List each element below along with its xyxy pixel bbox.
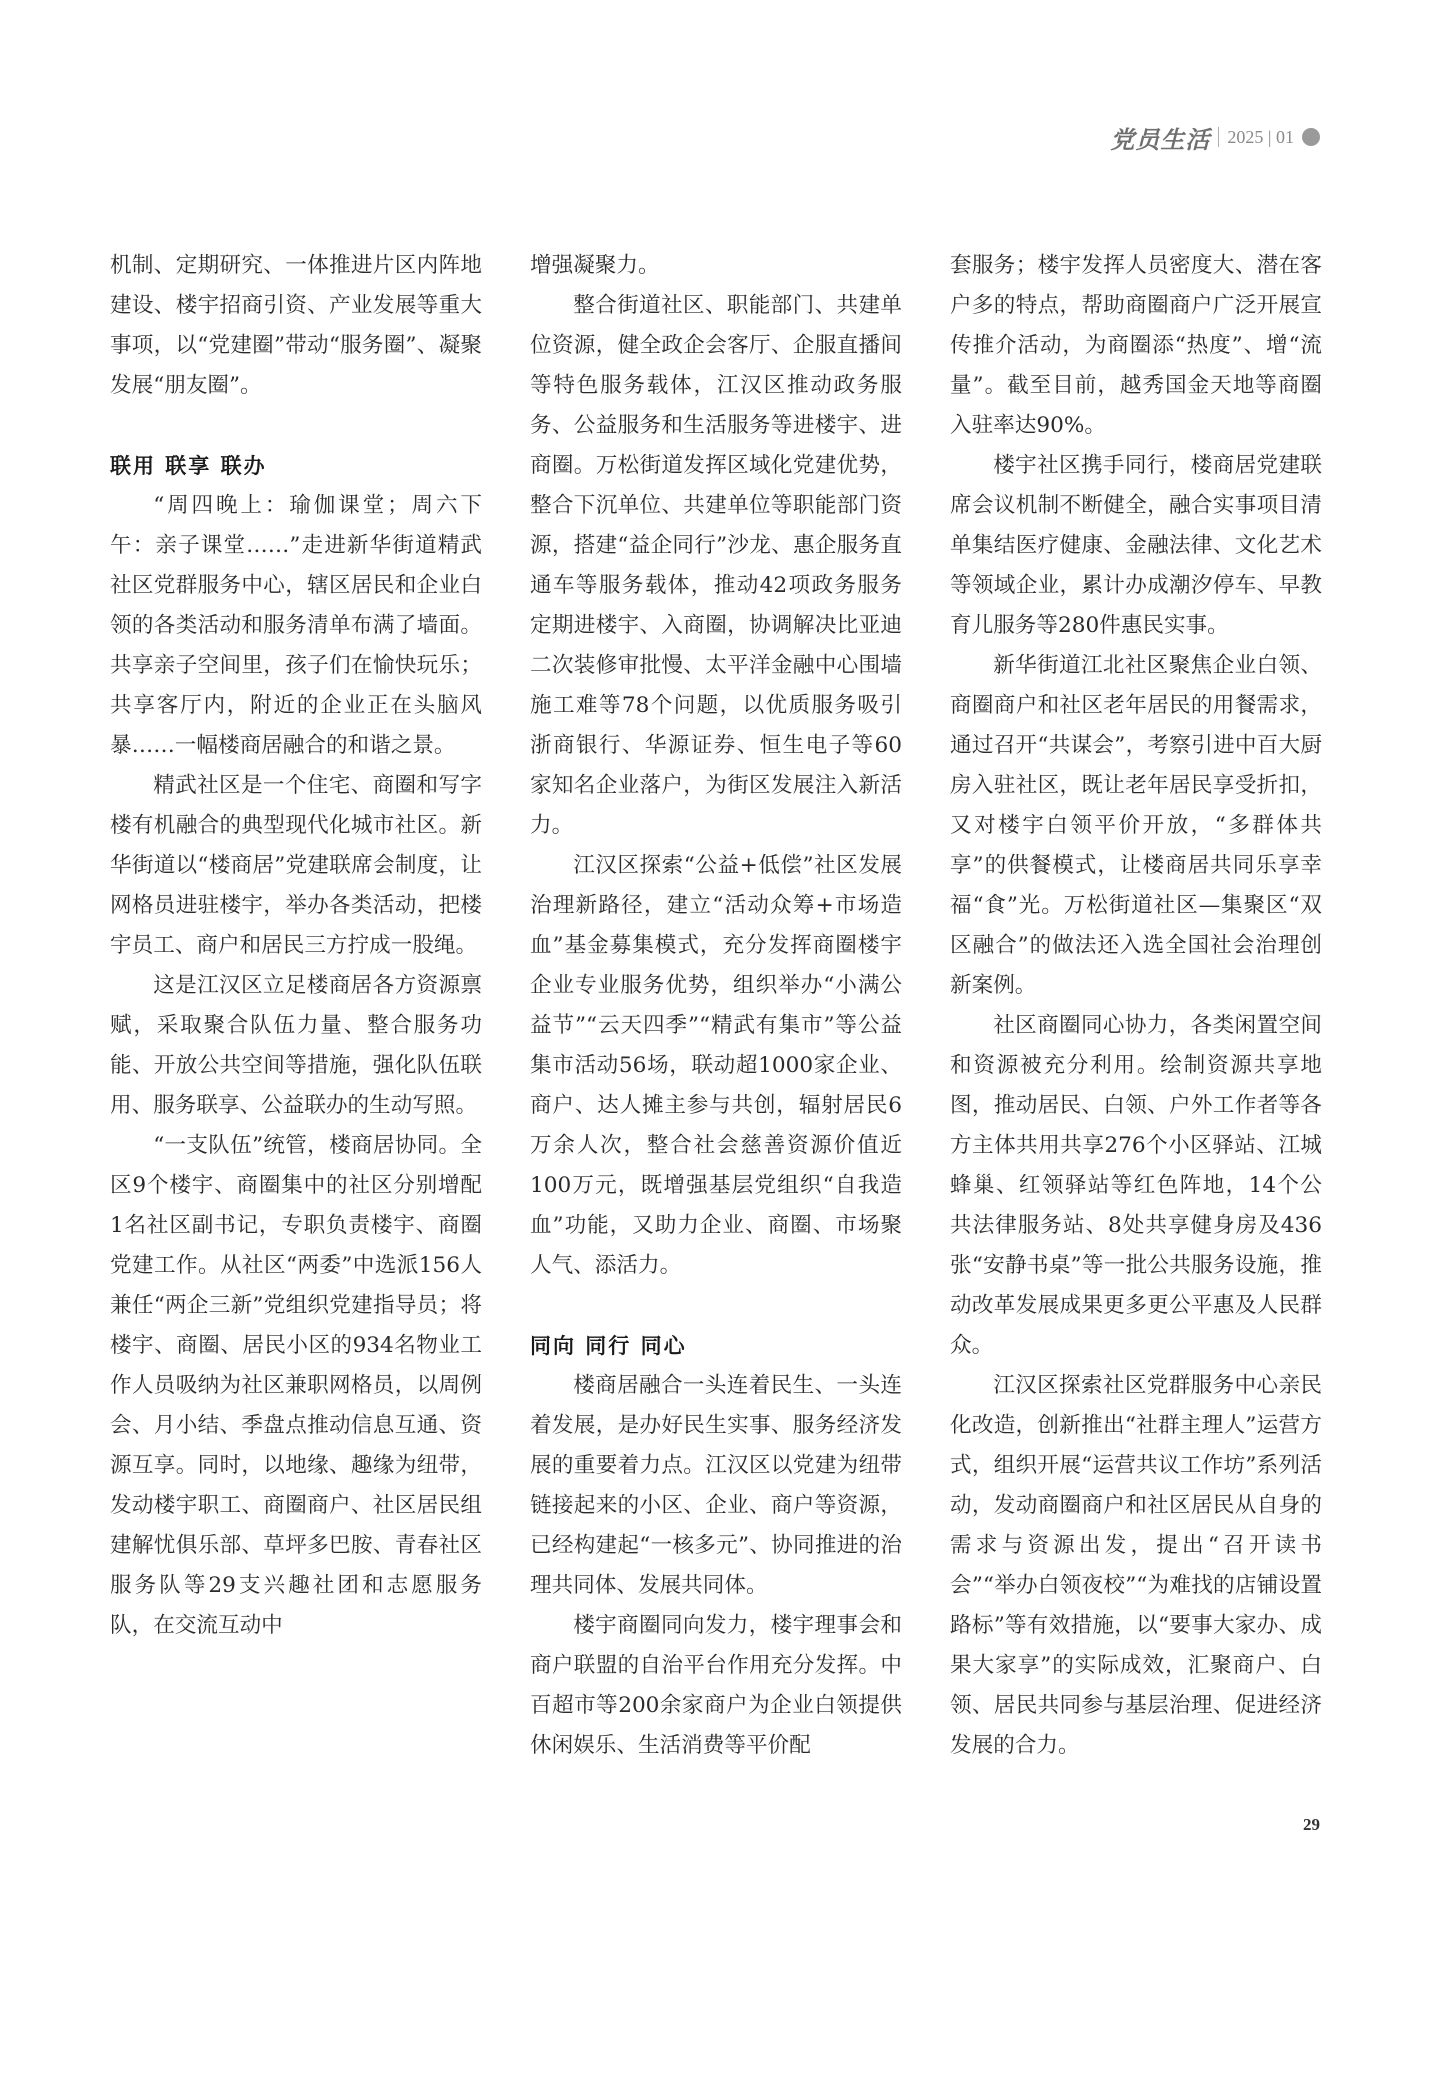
article-column-3 <box>950 246 1322 1766</box>
section-heading: 同向 同行 同心 <box>530 1334 687 1358</box>
paragraph: 套服务；楼宇发挥人员密度大、潜在客户多的特点，帮助商圈商户广泛开展宣传推介活动，为商圈添“热度”、增“流量”。截至目前，越秀国金天地等商圈入驻率达90%。 <box>950 253 1322 438</box>
issue-date: 2025 | 01 <box>1227 126 1294 147</box>
paragraph: 楼商居融合一头连着民生、一头连着发展，是办好民生实事、服务经济发展的重要着力点。江汉区以党建为纽带链接起来的小区、企业、商户等资源，已经构建起“一核多元”、协同推进的治理共同体、发展共同体。 <box>530 1373 902 1598</box>
paragraph: 机制、定期研究、一体推进片区内阵地建设、楼宇招商引资、产业发展等重大事项，以“党建圈”带动“服务圈”、凝聚发展“朋友圈”。 <box>110 253 482 398</box>
paragraph: 增强凝聚力。 <box>530 253 660 278</box>
magazine-logo: 党员生活 <box>1110 124 1211 154</box>
paragraph: 江汉区探索社区党群服务中心亲民化改造，创新推出“社群主理人”运营方式，组织开展“运营共议工作坊”系列活动，发动商圈商户和社区居民从自身的需求与资源出发，提出“召开读书会”“举办白领夜校”“为难找的店铺设置路标”等有效措施，以“要事大家办、成果大家享”的实际成效，汇聚商户、白领、居民共同参与基层治理、促进经济发展的合力。 <box>950 1373 1322 1758</box>
paragraph: 江汉区探索“公益+低偿”社区发展治理新路径，建立“活动众筹+市场造血”基金募集模式，充分发挥商圈楼宇企业专业服务优势，组织举办“小满公益节”“云天四季”“精武有集市”等公益集市活动56场，联动超1000家企业、商户、达人摊主参与共创，辐射居民6万余人次，整合社会慈善资源价值近100万元，既增强基层党组织“自我造血”功能，又助力企业、商圈、市场聚人气、添活力。 <box>530 853 902 1278</box>
paragraph: 新华街道江北社区聚焦企业白领、商圈商户和社区老年居民的用餐需求，通过召开“共谋会”，考察引进中百大厨房入驻社区，既让老年居民享受折扣，又对楼宇白领平价开放，“多群体共享”的供餐模式，让楼商居共同乐享幸福“食”光。万松街道社区—集聚区“双区融合”的做法还入选全国社会治理创新案例。 <box>950 653 1322 998</box>
paragraph: “周四晚上：瑜伽课堂；周六下午：亲子课堂……”走进新华街道精武社区党群服务中心，辖区居民和企业白领的各类活动和服务清单布满了墙面。共享亲子空间里，孩子们在愉快玩乐；共享客厅内，附近的企业正在头脑风暴……一幅楼商居融合的和谐之景。 <box>110 493 482 758</box>
paragraph: 整合街道社区、职能部门、共建单位资源，健全政企会客厅、企服直播间等特色服务载体，江汉区推动政务服务、公益服务和生活服务等进楼宇、进商圈。万松街道发挥区域化党建优势，整合下沉单位、共建单位等职能部门资源，搭建“益企同行”沙龙、惠企服务直通车等服务载体，推动42项政务服务定期进楼宇、入商圈，协调解决比亚迪二次装修审批慢、太平洋金融中心围墙施工难等78个问题，以优质服务吸引浙商银行、华源证券、恒生电子等60家知名企业落户，为街区发展注入新活力。 <box>530 293 902 838</box>
paragraph: 这是江汉区立足楼商居各方资源禀赋，采取聚合队伍力量、整合服务功能、开放公共空间等措施，强化队伍联用、服务联享、公益联办的生动写照。 <box>110 973 482 1118</box>
article-column-1 <box>110 246 482 1646</box>
paragraph: 楼宇商圈同向发力，楼宇理事会和商户联盟的自治平台作用充分发挥。中百超市等200余家商户为企业白领提供休闲娱乐、生活消费等平价配 <box>530 1613 902 1758</box>
section-heading: 联用 联享 联办 <box>110 454 267 478</box>
masthead-divider <box>1218 127 1219 147</box>
paragraph: 楼宇社区携手同行，楼商居党建联席会议机制不断健全，融合实事项目清单集结医疗健康、金融法律、文化艺术等领域企业，累计办成潮汐停车、早教育儿服务等280件惠民实事。 <box>950 453 1322 638</box>
masthead <box>1110 122 1320 152</box>
paragraph: 精武社区是一个住宅、商圈和写字楼有机融合的典型现代化城市社区。新华街道以“楼商居”党建联席会制度，让网格员进驻楼宇，举办各类活动，把楼宇员工、商户和居民三方拧成一股绳。 <box>110 773 482 958</box>
paragraph: 社区商圈同心协力，各类闲置空间和资源被充分利用。绘制资源共享地图，推动居民、白领、户外工作者等各方主体共用共享276个小区驿站、江城蜂巢、红领驿站等红色阵地，14个公共法律服务站、8处共享健身房及436张“安静书桌”等一批公共服务设施，推动改革发展成果更多更公平惠及人民群众。 <box>950 1013 1322 1358</box>
paragraph: “一支队伍”统管，楼商居协同。全区9个楼宇、商圈集中的社区分别增配1名社区副书记，专职负责楼宇、商圈党建工作。从社区“两委”中选派156人兼任“两企三新”党组织党建指导员；将楼宇、商圈、居民小区的934名物业工作人员吸纳为社区兼职网格员，以周例会、月小结、季盘点推动信息互通、资源互享。同时，以地缘、趣缘为纽带，发动楼宇职工、商圈商户、社区居民组建解忧俱乐部、草坪多巴胺、青春社区服务队等29支兴趣社团和志愿服务队，在交流互动中 <box>110 1133 482 1638</box>
article-column-2 <box>530 246 902 1766</box>
circle-mark-icon <box>1302 128 1320 146</box>
page-number: 29 <box>1303 1815 1320 1834</box>
